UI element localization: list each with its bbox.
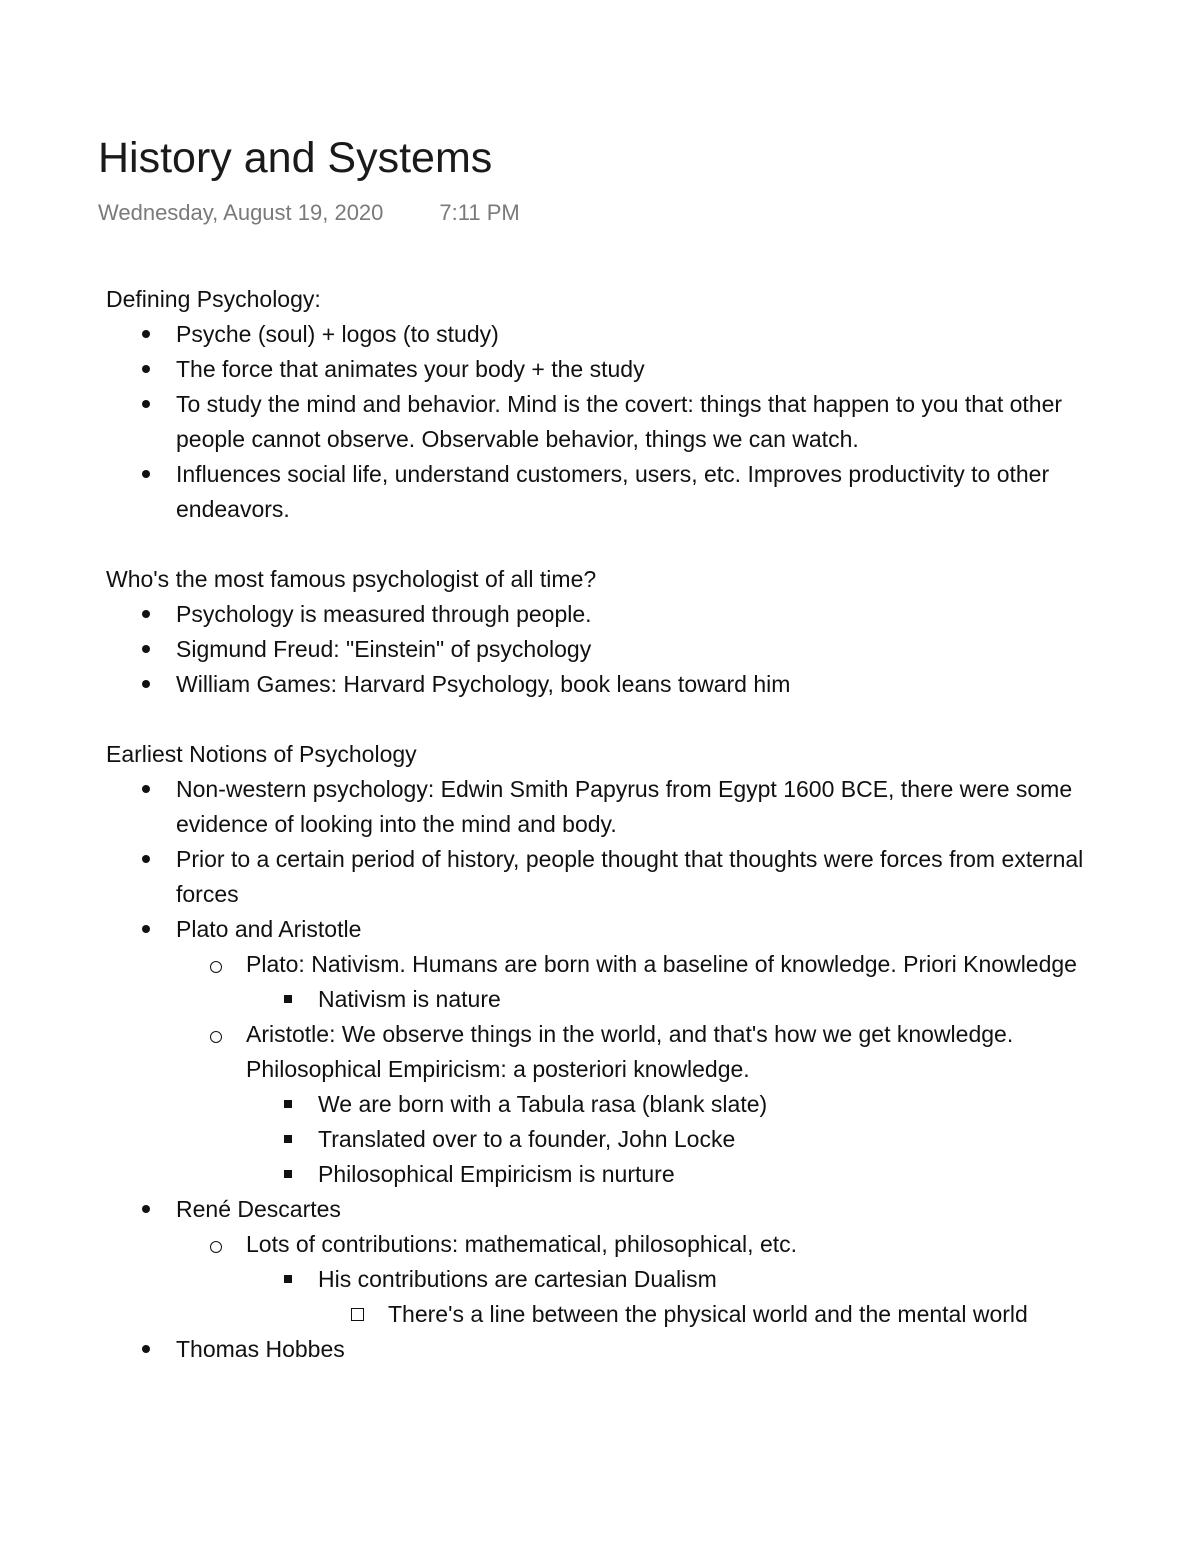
square-bullet-icon xyxy=(278,982,298,1017)
list-item: Sigmund Freud: "Einstein" of psychology xyxy=(106,632,1106,667)
square-bullet-icon xyxy=(278,1157,298,1192)
bullet-icon xyxy=(136,842,156,877)
note-date: Wednesday, August 19, 2020 xyxy=(98,200,384,225)
bullet-icon xyxy=(136,912,156,947)
section-heading: Defining Psychology: xyxy=(106,286,321,312)
section-heading: Earliest Notions of Psychology xyxy=(106,741,417,767)
list-item: There's a line between the physical world and the mental world xyxy=(106,1297,1106,1332)
bullet-icon xyxy=(136,1332,156,1367)
list-item: Plato and Aristotle xyxy=(106,912,1106,947)
note-time: 7:11 PM xyxy=(439,200,520,225)
hollow-square-bullet-icon xyxy=(347,1297,367,1332)
list-item: The force that animates your body + the study xyxy=(106,352,1106,387)
bullet-list xyxy=(106,772,1106,1367)
list-item: Plato: Nativism. Humans are born with a baseline of knowledge. Priori Knowledge xyxy=(106,947,1106,982)
circle-bullet-icon xyxy=(206,1017,226,1052)
square-bullet-icon xyxy=(278,1087,298,1122)
list-item: His contributions are cartesian Dualism xyxy=(106,1262,1106,1297)
section-heading: Who's the most famous psychologist of all time? xyxy=(106,566,597,592)
list-item: We are born with a Tabula rasa (blank slate) xyxy=(106,1087,1106,1122)
list-item: Influences social life, understand customers, users, etc. Improves productivity to other endeavors. xyxy=(106,457,1106,527)
bullet-list xyxy=(106,597,1106,702)
bullet-icon xyxy=(136,597,156,632)
circle-bullet-icon xyxy=(206,1227,226,1262)
list-item: Prior to a certain period of history, people thought that thoughts were forces from external forces xyxy=(106,842,1106,912)
page-title: History and Systems xyxy=(98,134,493,182)
bullet-icon xyxy=(136,632,156,667)
circle-bullet-icon xyxy=(206,947,226,982)
note-timestamp xyxy=(98,199,520,227)
section-earliest-notions xyxy=(106,737,1106,1367)
list-item: Non-western psychology: Edwin Smith Papyrus from Egypt 1600 BCE, there were some evidence of looking into the mind and body. xyxy=(106,772,1106,842)
bullet-icon xyxy=(136,317,156,352)
section-defining-psychology xyxy=(106,282,1106,527)
list-item: Translated over to a founder, John Locke xyxy=(106,1122,1106,1157)
list-item: Philosophical Empiricism is nurture xyxy=(106,1157,1106,1192)
list-item: Psyche (soul) + logos (to study) xyxy=(106,317,1106,352)
list-item: To study the mind and behavior. Mind is the covert: things that happen to you that other people cannot observe. Observable behavior, things we can watch. xyxy=(106,387,1106,457)
square-bullet-icon xyxy=(278,1262,298,1297)
list-item: René Descartes xyxy=(106,1192,1106,1227)
bullet-icon xyxy=(136,667,156,702)
bullet-icon xyxy=(136,457,156,492)
list-item: Aristotle: We observe things in the world, and that's how we get knowledge. Philosophical Empiricism: a posteriori knowledge. xyxy=(106,1017,1106,1087)
bullet-icon xyxy=(136,1192,156,1227)
section-famous-psychologist xyxy=(106,562,1106,702)
list-item: William Games: Harvard Psychology, book leans toward him xyxy=(106,667,1106,702)
list-item: Thomas Hobbes xyxy=(106,1332,1106,1367)
bullet-icon xyxy=(136,387,156,422)
bullet-list xyxy=(106,317,1106,527)
bullet-icon xyxy=(136,772,156,807)
list-item: Nativism is nature xyxy=(106,982,1106,1017)
list-item: Lots of contributions: mathematical, philosophical, etc. xyxy=(106,1227,1106,1262)
bullet-icon xyxy=(136,352,156,387)
list-item: Psychology is measured through people. xyxy=(106,597,1106,632)
square-bullet-icon xyxy=(278,1122,298,1157)
